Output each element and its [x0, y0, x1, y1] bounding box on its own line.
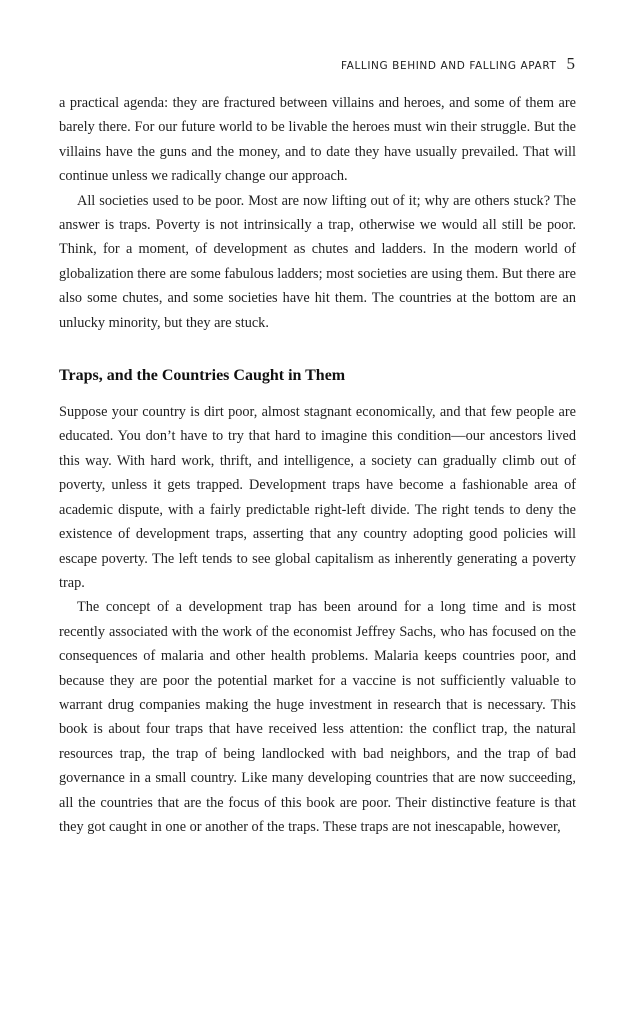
section-heading: Traps, and the Countries Caught in Them — [59, 367, 346, 385]
running-head — [341, 54, 575, 74]
paragraph: All societies used to be poor. Most are now lifting out of it; why are others stuck? The answer is traps. Poverty is not intrinsically a trap, otherwise we would all still be poor. Think, for a moment, of development as chutes and ladders. In the modern world of globalization there are some fabulous ladders; most societies are using them. But there are also some chutes, and some societies have hit them. The countries at the bottom are an unlucky minority, but they are stuck. — [59, 192, 576, 331]
paragraph: a practical agenda: they are fractured between villains and heroes, and some of them are barely there. For our future world to be livable the heroes must win their struggle. But the villains have the guns and the money, and to date they have usually prevailed. That will continue unless we radically change our approach. — [59, 95, 576, 185]
paragraph: Suppose your country is dirt poor, almost stagnant economically, and that few people are educated. You don’t have to try that hard to imagine this condition—our ancestors lived this way. With hard work, thrift, and intelligence, a society can gradually climb out of poverty, unless it gets trapped. Development traps have become a fashionable area of academic dispute, with a fairly predictable right-left divide. The right tends to deny the existence of development traps, asserting that any country adopting good policies will escape poverty. The left tends to see global capitalism as inherently generating a poverty trap. — [59, 404, 576, 591]
body-text — [59, 91, 576, 839]
running-title: FALLING BEHIND AND FALLING APART — [340, 60, 557, 72]
paragraph: The concept of a development trap has been around for a long time and is most recently associated with the work of the economist Jeffrey Sachs, who has focused on the consequences of malaria and other health problems. Malaria keeps countries poor, and because they are poor the potential market for a vaccine is not sufficiently valuable to warrant drug companies making the huge investment in research that is necessary. This book is about four traps that have received less attention: the conflict trap, the natural resources trap, the trap of being landlocked with bad neighbors, and the trap of bad governance in a small country. Like many developing countries that are now succeeding, all the countries that are the focus of this book are poor. Their distinctive feature is that they got caught in one or another of the traps. These traps are not inescapable, however, — [59, 599, 576, 835]
page-number: 5 — [566, 54, 575, 73]
